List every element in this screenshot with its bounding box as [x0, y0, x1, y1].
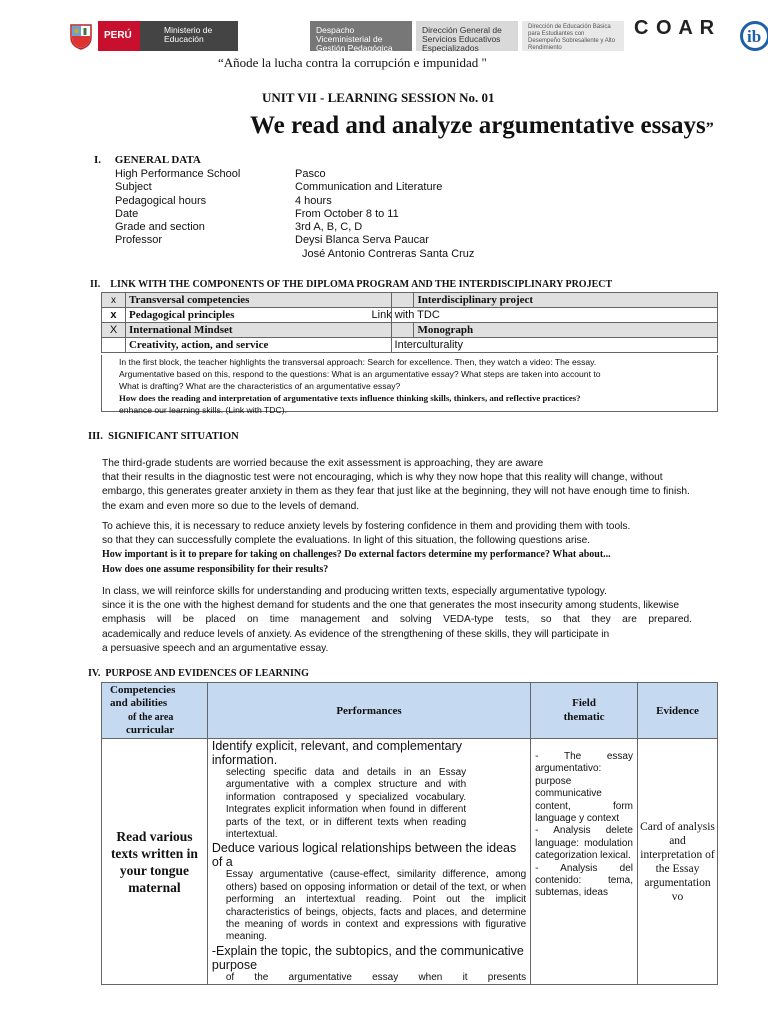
gd-label-hours: Pedagogical hours — [115, 195, 207, 207]
purpose-header-row — [102, 683, 718, 739]
performance-item: Deduce various logical relationships between the ideas of a — [211, 841, 517, 870]
link-mid — [371, 308, 717, 323]
para-line: embargo, this generates greater anxiety in them as they fear that just like at the beginning, they will not have enough time to finish. — [102, 486, 690, 498]
link-mark: X — [102, 323, 126, 338]
gd-value-professor-2: José Antonio Contreras Santa Cruz — [302, 248, 475, 260]
coar-logo: C O A R — [628, 21, 723, 51]
gd-value-date: From October 8 to 11 — [295, 208, 399, 220]
ib-logo-icon — [736, 20, 768, 52]
link-table — [101, 292, 718, 353]
unit-heading: UNIT VII - LEARNING SESSION No. 01 — [262, 90, 495, 105]
link-mark — [102, 338, 126, 353]
link-desc-question: How does the reading and interpretation of argumentative texts influence thinking skills, thinkers, and reflective practices? — [119, 393, 581, 403]
section-title: PURPOSE AND EVIDENCES OF LEARNING — [105, 668, 309, 679]
para-line: so that they can successfully complete the evaluations. In light of this situation, the following questions arise. — [102, 535, 591, 547]
gd-label-grade: Grade and section — [115, 221, 205, 233]
gd-value-grade: 3rd A, B, C, D — [295, 221, 363, 233]
vice-ministry-logo: Despacho Viceministerial de Gestión Pedagógica — [310, 21, 412, 51]
header-line: Field — [572, 697, 596, 709]
gd-value-school: Pasco — [295, 168, 326, 180]
peru-coat-of-arms-icon — [68, 22, 94, 50]
col-field — [531, 683, 638, 739]
gd-label-school: High Performance School — [115, 168, 241, 180]
ministry-logo: Ministerio de Educación — [140, 21, 238, 51]
link-description — [101, 355, 718, 415]
significant-paragraph-3 — [102, 585, 692, 656]
link-mid: Interculturality — [391, 338, 717, 353]
section-title: SIGNIFICANT SITUATION — [108, 431, 239, 442]
col-performances: Performances — [207, 683, 530, 739]
link-right: Monograph — [414, 323, 718, 338]
performance-detail: Essay argumentative (cause-effect, similarity difference, among others) based on opposing information or detail of the text, or when performing an intertextual reading. Point out the implicit characteristics of beings, objects, facts and places, and determine the meaning of words in context and expressions with figurative meaning. — [225, 869, 527, 943]
performance-item: Identify explicit, relevant, and complementary information. — [211, 739, 462, 767]
page-title — [250, 112, 714, 140]
section-number: I. — [94, 154, 102, 166]
link-desc-line: In the first block, the teacher highlights the transversal approach: Search for excellence. Then, they watch a video: The essay. — [119, 357, 597, 367]
significant-paragraph-1 — [102, 457, 692, 514]
header-line: Competencies — [110, 683, 176, 696]
link-heading — [90, 279, 612, 290]
link-left: Pedagogical principles — [125, 308, 391, 323]
section-title: GENERAL DATA — [114, 154, 201, 166]
link-desc-line: enhance our learning skills. (Link with TDC). — [119, 405, 287, 415]
performances-cell — [207, 739, 530, 985]
section-number: III. — [88, 431, 103, 442]
link-left: Transversal competencies — [125, 293, 391, 308]
col-competencies — [102, 683, 208, 739]
svg-text:ib: ib — [747, 27, 762, 46]
link-desc-line: What is drafting? What are the characteristics of an argumentative essay? — [119, 381, 401, 391]
para-line: academically and reduce levels of anxiety. As evidence of the strengthening of these skills, they will participate in — [102, 628, 610, 640]
field-item: - The essay argumentativo: purpose communicative content, form language y context — [535, 751, 633, 825]
para-line: a persuasive speech and an argumentative essay. — [102, 642, 329, 654]
para-line: In class, we will reinforce skills for understanding and producing written texts, especially argumentative typology. — [102, 586, 607, 597]
performance-item: -Explain the topic, the subtopics, and the communicative purpose — [211, 943, 524, 972]
link-row — [102, 323, 718, 338]
para-line: since it is the one with the highest demand for students and the one that generates the most insecurity among students, likewise — [102, 600, 680, 612]
para-question: How does one assume responsibility for their results? — [102, 563, 329, 575]
section-number: IV. — [88, 668, 101, 679]
link-row — [102, 338, 718, 353]
field-item: - Analysis del contenido: tema, subtemas, ideas — [535, 862, 633, 899]
link-mid — [391, 293, 414, 308]
link-row — [102, 293, 718, 308]
field-cell — [531, 739, 638, 985]
gd-label-professor: Professor — [115, 234, 163, 246]
header-line: of the area — [128, 711, 174, 723]
header-line: curricular — [126, 724, 175, 736]
section-number: II. — [90, 279, 101, 290]
para-line: the exam and even more so due to the levels of demand. — [102, 500, 360, 512]
gd-value-hours: 4 hours — [295, 195, 332, 207]
title-quote: ” — [705, 120, 714, 137]
peru-logo: PERÚ — [98, 21, 140, 51]
purpose-table — [101, 682, 718, 985]
link-row — [102, 308, 718, 323]
link-left: Creativity, action, and service — [125, 338, 391, 353]
evidence-cell: Card of analysis and interpretation of the Essay argumentation vo — [638, 739, 718, 985]
link-mark: x — [102, 308, 126, 323]
link-mid — [391, 323, 414, 338]
link-left: International Mindset — [125, 323, 391, 338]
field-item: - Analysis delete language: modulation categorization lexical. — [535, 825, 633, 862]
link-mark: x — [102, 293, 126, 308]
purpose-row — [102, 739, 718, 985]
header-line: and abilities — [110, 697, 168, 709]
header-line: thematic — [563, 710, 605, 723]
significant-paragraph-2 — [102, 520, 692, 577]
para-question: How important is it to prepare for taking on challenges? Do external factors determine my performance? What about... — [102, 549, 611, 561]
para-line: To achieve this, it is necessary to reduce anxiety levels by fostering confidence in them and providing them with tools. — [102, 521, 631, 532]
gd-value-professor: Deysi Blanca Serva Paucar — [295, 234, 429, 246]
col-evidence: Evidence — [638, 683, 718, 739]
link-desc-line: Argumentative based on this, respond to the questions: What is an argumentative essay? What steps are taken into account to — [119, 369, 601, 379]
para-line: that their results in the diagnostic test were not encouraging, which is why they now hope that this reality will change, without — [102, 472, 663, 484]
diredu-logo: Dirección de Educación Básica para Estudiantes con Desempeño Sobresaliente y Alto Rendimiento — [522, 21, 624, 51]
significant-heading — [88, 431, 239, 442]
para-line: emphasis will be placed on time management and solving VEDA-type tests, so that they are prepared. — [102, 614, 692, 626]
page-title-text: We read and analyze argumentative essays — [250, 112, 706, 139]
gd-label-subject: Subject — [115, 181, 152, 193]
performance-detail: of the argumentative essay when it presents — [225, 971, 527, 983]
gd-value-subject: Communication and Literature — [295, 181, 443, 193]
para-line: The third-grade students are worried because the exit assessment is approaching, they are aware — [102, 458, 544, 469]
dgesee-logo: Dirección General de Servicios Educativos Especializados — [416, 21, 518, 51]
competency-cell: Read various texts written in your tongue maternal — [102, 739, 208, 985]
purpose-heading — [88, 668, 309, 679]
motto: “Añode la lucha contra la corrupción e impunidad " — [218, 55, 487, 70]
link-right: Interdisciplinary project — [414, 293, 718, 308]
header-logos — [68, 17, 762, 53]
section-title: LINK WITH THE COMPONENTS OF THE DIPLOMA PROGRAM AND THE INTERDISCIPLINARY PROJECT — [110, 279, 613, 290]
general-data-heading — [94, 154, 201, 166]
gd-label-date: Date — [115, 208, 139, 220]
performance-detail: selecting specific data and details in an Essay argumentative with a complex structure and with information contraposed y specialized vocabulary. Integrates explicit information when found in different parts of the text, or in different texts when reading intertextual. — [225, 767, 467, 841]
link-mid-text: Link with TDC — [371, 309, 440, 321]
